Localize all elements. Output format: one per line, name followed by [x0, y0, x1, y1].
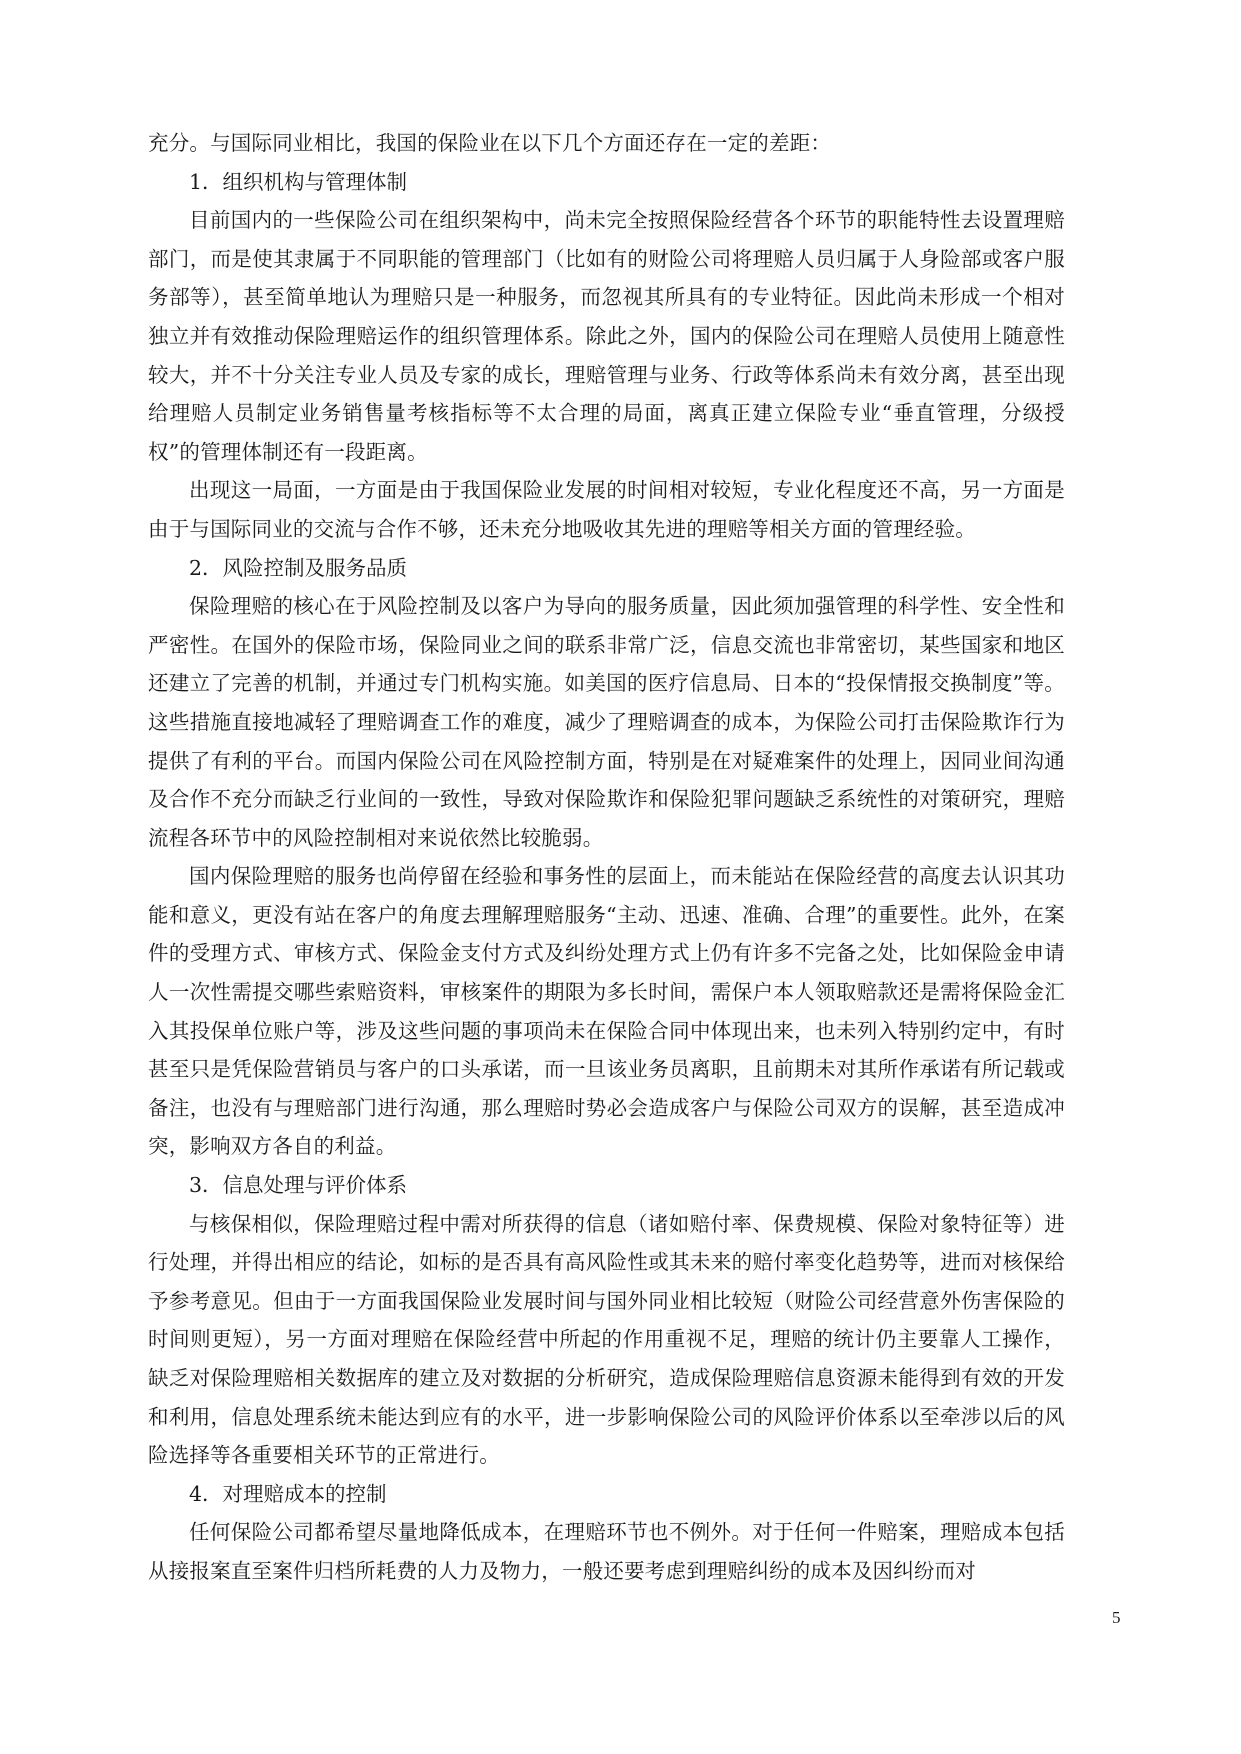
paragraph: 国内保险理赔的服务也尚停留在经验和事务性的层面上，而未能站在保险经营的高度去认识其功能和意义，更没有站在客户的角度去理解理赔服务“主动、迅速、准确、合理”的重要性。此外，在案件的受理方式、审核方式、保险金支付方式及纠纷处理方式上仍有许多不完备之处，比如保险金申请人一次性需提交哪些索赔资料，审核案件的期限为多长时间，需保户本人领取赔款还是需将保险金汇入其投保单位账户等，涉及这些问题的事项尚未在保险合同中体现出来，也未列入特别约定中，有时甚至只是凭保险营销员与客户的口头承诺，而一旦该业务员离职，且前期未对其所作承诺有所记载或备注，也没有与理赔部门进行沟通，那么理赔时势必会造成客户与保险公司双方的误解，甚至造成冲突，影响双方各自的利益。 — [148, 864, 1065, 1159]
section-heading-1: 1．组织机构与管理体制 — [189, 169, 408, 194]
section-heading-3: 3．信息处理与评价体系 — [189, 1173, 408, 1198]
paragraph-intro: 充分。与国际同业相比，我国的保险业在以下几个方面还存在一定的差距： — [148, 131, 832, 155]
section-heading-4: 4．对理赔成本的控制 — [189, 1481, 387, 1506]
paragraph: 与核保相似，保险理赔过程中需对所获得的信息（诸如赔付率、保费规模、保险对象特征等）进行处理，并得出相应的结论，如标的是否具有高风险性或其未来的赔付率变化趋势等，进而对核保给予参考意见。但由于一方面我国保险业发展时间与国外同业相比较短（财险公司经营意外伤害保险的时间则更短），另一方面对理赔在保险经营中所起的作用重视不足，理赔的统计仍主要靠人工操作，缺乏对保险理赔相关数据库的建立及对数据的分析研究，造成保险理赔信息资源未能得到有效的开发和利用，信息处理系统未能达到应有的水平，进一步影响保险公司的风险评价体系以至牵涉以后的风险选择等各重要相关环节的正常进行。 — [148, 1211, 1065, 1468]
paragraph: 目前国内的一些保险公司在组织架构中，尚未完全按照保险经营各个环节的职能特性去设置理赔部门，而是使其隶属于不同职能的管理部门（比如有的财险公司将理赔人员归属于人身险部或客户服务部等），甚至简单地认为理赔只是一种服务，而忽视其所具有的专业特征。因此尚未形成一个相对独立并有效推动保险理赔运作的组织管理体系。除此之外，国内的保险公司在理赔人员使用上随意性较大，并不十分关注专业人员及专家的成长，理赔管理与业务、行政等体系尚未有效分离，甚至出现给理赔人员制定业务销售量考核指标等不太合理的局面，离真正建立保险专业“垂直管理，分级授权”的管理体制还有一段距离。 — [148, 208, 1065, 464]
document-body — [148, 124, 1065, 1591]
section-heading-2: 2．风险控制及服务品质 — [189, 555, 408, 580]
paragraph: 保险理赔的核心在于风险控制及以客户为导向的服务质量，因此须加强管理的科学性、安全性和严密性。在国外的保险市场，保险同业之间的联系非常广泛，信息交流也非常密切，某些国家和地区还建立了完善的机制，并通过专门机构实施。如美国的医疗信息局、日本的“投保情报交换制度”等。这些措施直接地减轻了理赔调查工作的难度，减少了理赔调查的成本，为保险公司打击保险欺诈行为提供了有利的平台。而国内保险公司在风险控制方面，特别是在对疑难案件的处理上，因同业间沟通及合作不充分而缺乏行业间的一致性，导致对保险欺诈和保险犯罪问题缺乏系统性的对策研究，理赔流程各环节中的风险控制相对来说依然比较脆弱。 — [148, 594, 1065, 850]
paragraph: 任何保险公司都希望尽量地降低成本，在理赔环节也不例外。对于任何一件赔案，理赔成本包括从接报案直至案件归档所耗费的人力及物力，一般还要考虑到理赔纠纷的成本及因纠纷而对 — [148, 1520, 1065, 1583]
page-number: 5 — [1112, 1608, 1121, 1627]
paragraph: 出现这一局面，一方面是由于我国保险业发展的时间相对较短，专业化程度还不高，另一方面是由于与国际同业的交流与合作不够，还未充分地吸收其先进的理赔等相关方面的管理经验。 — [148, 478, 1065, 541]
